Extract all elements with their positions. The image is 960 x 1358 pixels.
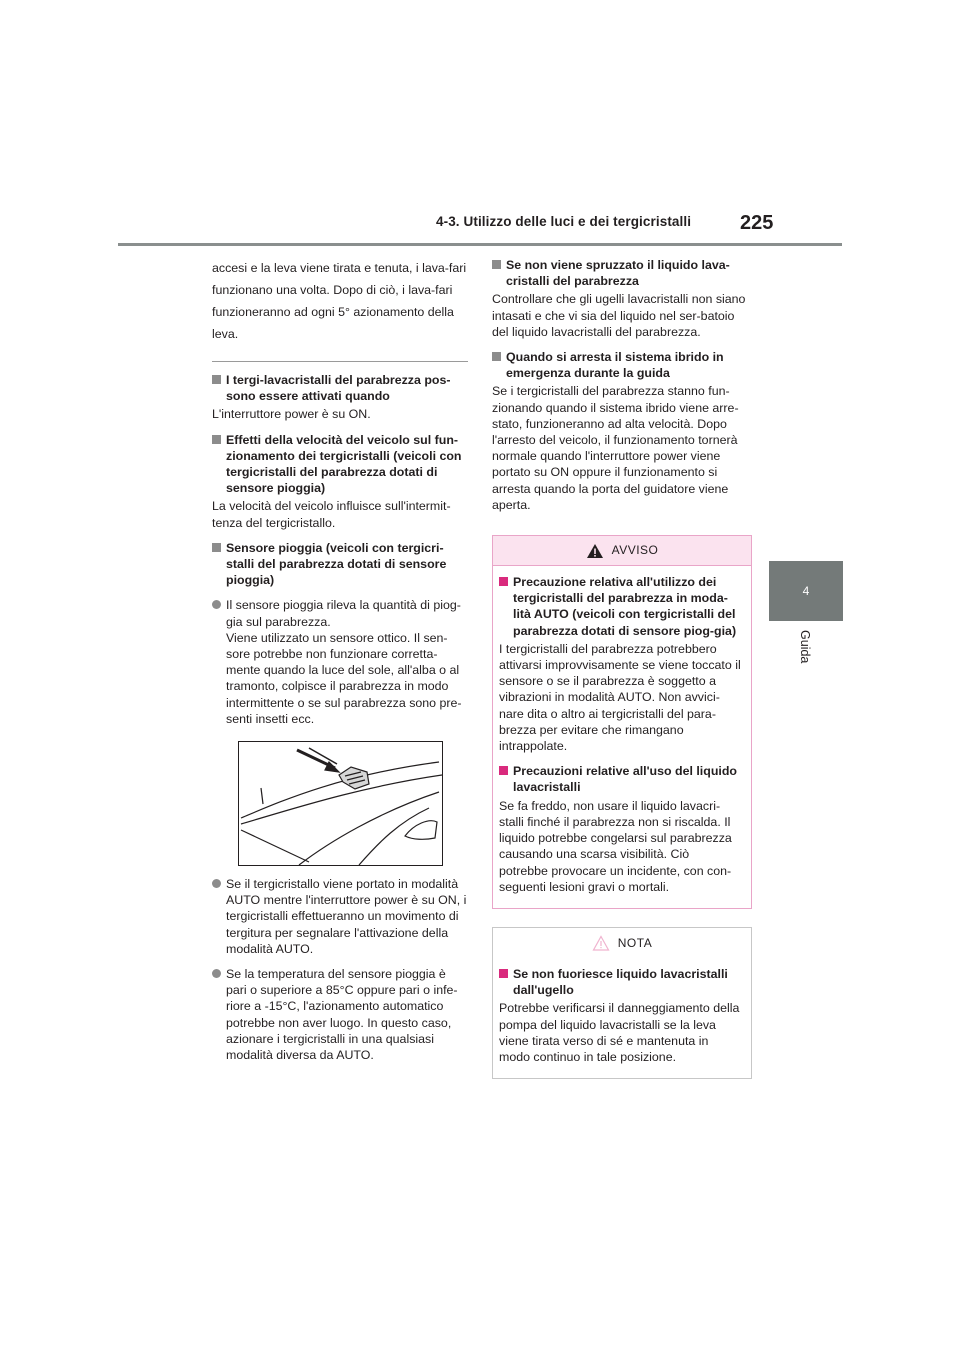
- rain-sensor-illustration: [238, 741, 443, 866]
- section-body: I tergicristalli del parabrezza potrebbero attivarsi improvvisamente se viene toccato il sensore o se il parabrezza è soggetto a vibrazioni in modalità AUTO. Non avvici-nare dita o altro ai tergicristalli del para-brezza per evitare che rimangano intrappolate.: [499, 641, 741, 754]
- section-heading: [499, 966, 741, 998]
- square-bullet-icon: [212, 543, 221, 552]
- right-column: [492, 257, 752, 1097]
- note-box: [492, 927, 752, 1079]
- heading-text: Sensore pioggia (veicoli con tergicri-stalli del parabrezza dotati di sensore pioggia): [226, 540, 447, 588]
- heading-text: I tergi-lavacristalli del parabrezza pos-sono essere attivati quando: [226, 373, 451, 404]
- note-body: [493, 958, 751, 1078]
- note-title: NOTA: [617, 935, 653, 950]
- bullet-text: Viene utilizzato un sensore ottico. Il sen-sore potrebbe non funzionare corretta-mente quando la luce del sole, all'alba o al tramonto, colpisce il parabrezza in modo intermittente o se sul parabrezza sono pre-senti insetti ecc.: [226, 630, 462, 726]
- section-body: Se i tergicristalli del parabrezza stanno fun-zionando quando il sistema ibrido viene arre-stato, funzioneranno ad alta velocità. Dopo l'arresto del veicolo, il funzionamento tornerà normale quando l'interruttore power viene portato su ON oppure il funzionamento si arresta quando la porta del guidatore viene aperta.: [492, 384, 739, 512]
- heading-text: Se non viene spruzzato il liquido lava-cristalli del parabrezza: [506, 258, 730, 289]
- bullet-text: Se il tergicristallo viene portato in modalità AUTO mentre l'interruttore power è su ON, i tergicristalli effettueranno un movimento di tergitura per segnalare l'attivazione della modalità AUTO.: [226, 877, 467, 956]
- chapter-label: Guida: [798, 630, 812, 664]
- section-body: Controllare che gli ugelli lavacristalli non siano intasati e che vi sia del liquido nel ser-batoio del liquido lavacristalli del parabrezza.: [492, 292, 746, 339]
- section-body: La velocità del veicolo influisce sull'intermit-tenza del tergicristallo.: [212, 499, 451, 530]
- square-bullet-icon: [492, 260, 501, 269]
- section-heading: [499, 574, 741, 639]
- warning-title: AVVISO: [611, 543, 659, 558]
- section-body: Potrebbe verificarsi il danneggiamento della pompa del liquido lavacristalli se la leva viene tirata verso di sé e mantenuta in modo continuo in tale posizione.: [499, 1001, 740, 1064]
- square-bullet-icon: [499, 766, 508, 775]
- section-divider: [212, 361, 468, 362]
- note-header: [493, 928, 751, 958]
- bullet-text: Il sensore pioggia rileva la quantità di piog-gia sul parabrezza.: [226, 598, 461, 629]
- section-heading: [492, 349, 752, 381]
- heading-text: Effetti della velocità del veicolo sul fun-zionamento dei tergicristalli (veicoli con tergicristalli del parabrezza dotati di sensore pioggia): [226, 432, 462, 496]
- header-divider: [118, 243, 842, 246]
- square-bullet-icon: [499, 577, 508, 586]
- square-bullet-icon: [212, 435, 221, 444]
- round-bullet-icon: [212, 879, 221, 888]
- section-body: L'interruttore power è su ON.: [212, 407, 371, 422]
- heading-text: Precauzioni relative all'uso del liquido lavacristalli: [513, 764, 737, 795]
- heading-text: Quando si arresta il sistema ibrido in emergenza durante la guida: [506, 350, 724, 381]
- section-title: 4-3. Utilizzo delle luci e dei tergicristalli: [436, 214, 692, 229]
- section-body: Se fa freddo, non usare il liquido lavacri-stalli finché il parabrezza non si riscalda. Il liquido potrebbe congelarsi sul parabrezza causando una scarsa visibilità. Ciò potrebbe provocare un incidente, con con-seguenti lesioni gravi o mortali.: [499, 798, 732, 894]
- square-bullet-icon: [212, 375, 221, 384]
- bullet-text: Se la temperatura del sensore pioggia è pari o superiore a 85°C oppure pari o infe-riore a -15°C, l'azionamento automatico potrebbe non aver luogo. In questo caso, azionare i tergicristalli in una qualsiasi modalità diversa da AUTO.: [226, 967, 458, 1063]
- section-heading: [212, 432, 468, 497]
- list-item: [212, 966, 468, 1063]
- warning-header: [493, 536, 751, 566]
- left-column: [212, 257, 468, 1072]
- section-heading: [492, 257, 752, 289]
- section-heading: [212, 540, 468, 589]
- caution-outline-icon: [592, 935, 610, 951]
- page-number: 225: [740, 212, 774, 234]
- section-heading: [212, 372, 468, 404]
- heading-text: Precauzione relativa all'utilizzo dei tergicristalli del parabrezza in moda-lità AUTO (veicoli con tergicristalli del parabrezza dotati di sensore piog-gia): [513, 575, 737, 638]
- chapter-number: 4: [802, 584, 810, 598]
- intro-paragraph: accesi e la leva viene tirata e tenuta, i lava-fari funzionano una volta. Dopo di ciò, i lava-fari funzioneranno ad ogni 5° azionamento della leva.: [212, 261, 467, 341]
- square-bullet-icon: [499, 969, 508, 978]
- warning-box: [492, 535, 752, 909]
- warning-triangle-icon: [586, 543, 604, 559]
- warning-body: [493, 566, 751, 908]
- section-heading: [499, 763, 741, 795]
- heading-text: Se non fuoriesce liquido lavacristalli dall'ugello: [513, 966, 728, 998]
- square-bullet-icon: [492, 352, 501, 361]
- round-bullet-icon: [212, 600, 221, 609]
- list-item: [212, 597, 468, 727]
- round-bullet-icon: [212, 969, 221, 978]
- list-item: [212, 876, 468, 957]
- chapter-tab: [769, 561, 843, 621]
